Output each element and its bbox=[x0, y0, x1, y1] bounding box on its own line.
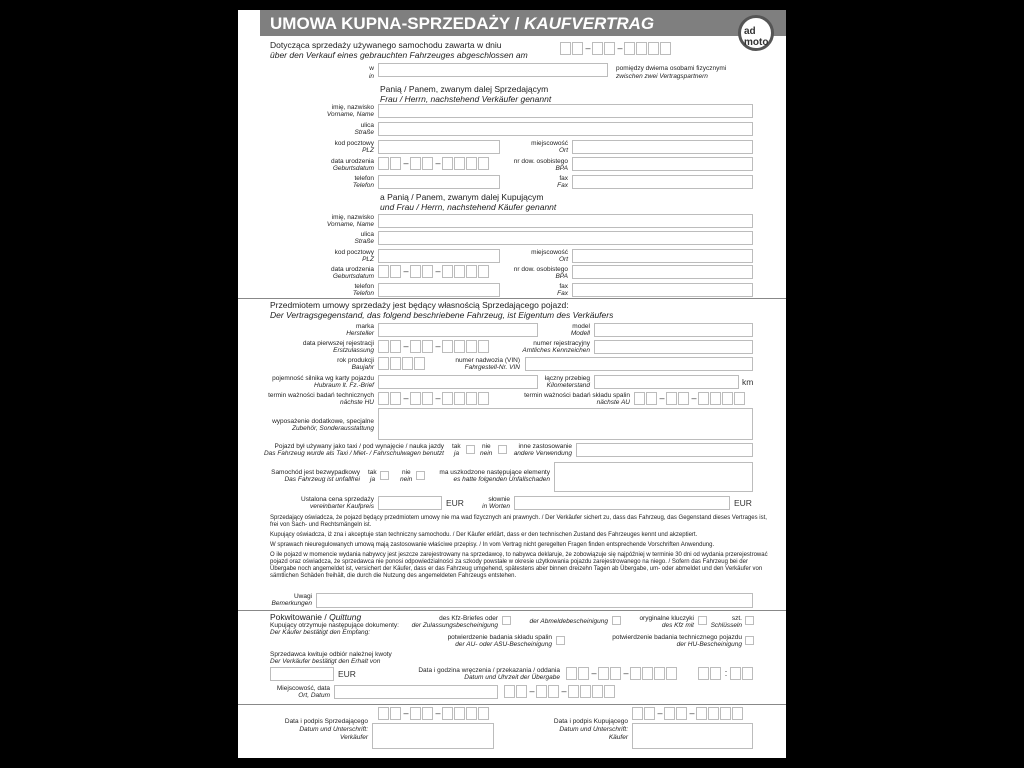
other-pl: inne zastosowanie bbox=[518, 443, 572, 450]
year-cells[interactable] bbox=[378, 357, 426, 370]
intro-de: über den Verkauf eines gebrauchten Fahrzeuges abgeschlossen am bbox=[270, 50, 528, 60]
doc1-checkbox[interactable] bbox=[502, 616, 511, 625]
s-id-de: BPA bbox=[555, 165, 568, 172]
au-de: nächste AU bbox=[596, 399, 630, 406]
model-field[interactable] bbox=[594, 323, 753, 337]
handover-date-cells[interactable]: – – bbox=[566, 667, 678, 680]
receipt-title-de: Quittung bbox=[329, 612, 362, 622]
accident-de: Das Fahrzeug ist unfallfrei bbox=[284, 476, 360, 483]
plate-pl: numer rejestracyjny bbox=[533, 340, 590, 347]
keys-count-box[interactable] bbox=[698, 616, 707, 625]
divider bbox=[238, 704, 786, 705]
seller-city-field[interactable] bbox=[572, 140, 753, 154]
make-field[interactable] bbox=[378, 323, 538, 337]
firstreg-cells[interactable]: – – bbox=[378, 340, 490, 353]
make-pl: marka bbox=[355, 323, 374, 330]
buyer-sign-date-cells[interactable]: – – bbox=[632, 707, 744, 720]
buyer-signature-field[interactable] bbox=[632, 723, 753, 749]
receipt-eur: EUR bbox=[338, 669, 356, 679]
doc5a: potwierdzenie badania składu spalin bbox=[447, 634, 552, 641]
b-name-de: Vorname, Name bbox=[326, 221, 374, 228]
b-city-pl: miejscowość bbox=[531, 249, 568, 256]
firstreg-de: Erstzulassung bbox=[333, 347, 374, 354]
b-phone-pl: telefon bbox=[354, 283, 374, 290]
b-birth-pl: data urodzenia bbox=[330, 266, 374, 273]
s-city-pl: miejscowość bbox=[531, 140, 568, 147]
vin-pl: numer nadwozia (VIN) bbox=[455, 357, 520, 364]
acc-no-pl: nie bbox=[402, 469, 411, 476]
mileage-field[interactable] bbox=[594, 375, 739, 389]
acc-yes-de: ja bbox=[370, 476, 376, 483]
seller-head-pl: Panią / Panem, zwanym dalej Sprzedającym bbox=[380, 84, 549, 94]
seller-head-de: Frau / Herrn, nachstehend Verkäufer genannt bbox=[380, 94, 552, 104]
w-label: w bbox=[369, 65, 374, 72]
vin-field[interactable] bbox=[525, 357, 753, 371]
sig-seller-de2: Verkäufer bbox=[340, 734, 368, 741]
model-de: Modell bbox=[570, 330, 590, 337]
seller-street-field[interactable] bbox=[378, 122, 753, 136]
s-city-de: Ort bbox=[558, 147, 568, 154]
taxi-pl: Pojazd był używany jako taxi / pod wynajęcie / nauka jazdy bbox=[274, 443, 444, 450]
s-fax-de: Fax bbox=[557, 182, 568, 189]
b-zip-de: PLZ bbox=[362, 256, 374, 263]
title-main: UMOWA KUPNA-SPRZEDAŻY / bbox=[270, 14, 520, 33]
sig-buyer-de1: Datum und Unterschrift: bbox=[559, 726, 628, 733]
logo-text: ad moto bbox=[744, 26, 769, 48]
seller-birth-cells[interactable]: – – bbox=[378, 157, 490, 170]
handover-de: Datum und Uhrzeit der Übergabe bbox=[464, 674, 560, 681]
km-unit: km bbox=[742, 377, 754, 387]
cap-de: Hubraum lt. Fz.-Brief bbox=[314, 382, 374, 389]
vehicle-head-de: Der Vertragsgegenstand, das folgend beschriebene Fahrzeug, ist Eigentum des Verkäufers bbox=[270, 310, 614, 320]
extras-field[interactable] bbox=[378, 408, 753, 440]
plate-de: Amtliches Kennzeichen bbox=[522, 347, 590, 354]
seller-signature-field[interactable] bbox=[372, 723, 494, 749]
doc6-checkbox[interactable] bbox=[745, 636, 754, 645]
extras-de: Zubehör, Sonderausstattung bbox=[291, 425, 374, 432]
b-zip-pl: kod pocztowy bbox=[334, 249, 374, 256]
damage-pl: ma uszkodzone następujące elementy bbox=[439, 469, 550, 476]
b-street-de: Straße bbox=[354, 238, 374, 245]
model-pl: model bbox=[572, 323, 590, 330]
clause-4: O ile pojazd w momencie wydania nabywcy jest jeszcze zarejestrowany na sprzedawcę, to nabywca deklaruje, że zobowiązuje się najpóźniej w terminie 30 dni od wydania przerejestrować pojazd oraz oświadcza, że sprzedawca nie ponosi odpowiedzialności za szkody powstałe w okresie użytkowania pojazdu zarejestrowanego na niego. / Sofern das Fahrzeug bei der Übergabe noch angemeldet ist, versichert der Käufer, dass er das Fahrzeug umgehend, spätestens aber binnen dreizehn Tagen ab Übergabe, um- oder abmeldet und den Verkäufer von sämtlichen Schäden freihält, die durch die Nutzung des angemeldeten Fahrzeugs entstehen. bbox=[270, 552, 768, 579]
taxi-yes-de: ja bbox=[454, 450, 460, 457]
page-title bbox=[270, 14, 654, 34]
s-birth-de: Geburtsdatum bbox=[332, 165, 374, 172]
hu-de: nächste HU bbox=[340, 399, 374, 406]
remarks-de: Bemerkungen bbox=[271, 600, 312, 607]
sig-buyer-de2: Käufer bbox=[608, 734, 628, 741]
au-cells[interactable]: – – bbox=[634, 392, 746, 405]
remarks-pl: Uwagi bbox=[293, 593, 312, 600]
mileage-pl: łączny przebieg bbox=[544, 375, 590, 382]
damage-de: es hatte folgenden Unfallschaden bbox=[453, 476, 550, 483]
remarks-field[interactable] bbox=[316, 593, 753, 608]
doc1b: der Zulassungsbescheinigung bbox=[411, 622, 498, 629]
plate-field[interactable] bbox=[594, 340, 753, 354]
divider bbox=[238, 610, 786, 611]
amount-received-field[interactable] bbox=[270, 667, 334, 681]
receipt-seller-pl: Sprzedawca kwituje odbiór należnej kwoty bbox=[270, 651, 392, 658]
s-phone-de: Telefon bbox=[352, 182, 374, 189]
doc4-checkbox[interactable] bbox=[745, 616, 754, 625]
damage-field[interactable] bbox=[554, 462, 753, 492]
between-de: zwischen zwei Vertragspartnern bbox=[616, 73, 708, 80]
b-phone-de: Telefon bbox=[352, 290, 374, 297]
capacity-field[interactable] bbox=[378, 375, 538, 389]
b-city-de: Ort bbox=[558, 256, 568, 263]
buyer-street-field[interactable] bbox=[378, 231, 753, 245]
s-zip-de: PLZ bbox=[362, 147, 374, 154]
s-name-pl: imię, nazwisko bbox=[331, 104, 374, 111]
title-italic: KAUFVERTRAG bbox=[524, 14, 655, 33]
intro-pl: Dotycząca sprzedaży używanego samochodu zawarta w dniu bbox=[270, 40, 502, 50]
ad-moto-logo bbox=[738, 15, 774, 51]
s-street-pl: ulica bbox=[360, 122, 374, 129]
other-de: andere Verwendung bbox=[513, 450, 572, 457]
place-date-field[interactable] bbox=[334, 685, 498, 699]
vin-de: Fahrgestell-Nr. VIN bbox=[464, 364, 520, 371]
sig-seller-de1: Datum und Unterschrift: bbox=[299, 726, 368, 733]
receipt-sub-de: Der Käufer bestätigt den Empfang: bbox=[270, 629, 371, 636]
hu-cells[interactable]: – – bbox=[378, 392, 490, 405]
vehicle-head-pl: Przedmiotem umowy sprzedaży jest będący własnością Sprzedającego pojazd: bbox=[270, 300, 569, 310]
between-pl: pomiędzy dwiema osobami fizycznymi bbox=[616, 65, 727, 72]
receipt-sub-pl: Kupujący otrzymuje następujące dokumenty: bbox=[270, 622, 399, 629]
s-street-de: Straße bbox=[354, 129, 374, 136]
buyer-birth-cells[interactable]: – – bbox=[378, 265, 490, 278]
sig-seller-pl: Data i podpis Sprzedającego bbox=[284, 718, 368, 725]
seller-id-field[interactable] bbox=[572, 157, 753, 171]
doc6b: der HU-Bescheinigung bbox=[676, 641, 742, 648]
doc4b: Schlüsseln bbox=[710, 622, 742, 629]
s-name-de: Vorname, Name bbox=[326, 111, 374, 118]
b-name-pl: imię, nazwisko bbox=[331, 214, 374, 221]
buyer-name-field[interactable] bbox=[378, 214, 753, 228]
clause-3: W sprawach nieuregulowanych umową mają zastosowanie właściwe przepisy. / In vom Vertrag nicht geregelten Fragen finden entsprechende Vorschriften Anwendung. bbox=[270, 542, 715, 548]
b-birth-de: Geburtsdatum bbox=[332, 273, 374, 280]
other-use-field[interactable] bbox=[576, 443, 753, 457]
taxi-no-de: nein bbox=[480, 450, 493, 457]
accident-yes-checkbox[interactable] bbox=[380, 471, 389, 480]
b-id-de: BPA bbox=[555, 273, 568, 280]
s-id-pl: nr dow. osobistego bbox=[513, 158, 568, 165]
doc4a: szt. bbox=[731, 615, 742, 622]
buyer-id-field[interactable] bbox=[572, 265, 753, 279]
cap-pl: pojemność silnika wg karty pojazdu bbox=[272, 375, 374, 382]
buyer-head-pl: a Panią / Panem, zwanym dalej Kupującym bbox=[380, 192, 544, 202]
s-birth-pl: data urodzenia bbox=[330, 158, 374, 165]
sig-buyer-pl: Data i podpis Kupującego bbox=[553, 718, 628, 725]
buyer-fax-field[interactable] bbox=[572, 283, 753, 297]
s-fax-pl: fax bbox=[559, 175, 568, 182]
receipt-title bbox=[270, 612, 361, 622]
firstreg-pl: data pierwszej rejestracji bbox=[302, 340, 374, 347]
price-eur: EUR bbox=[446, 498, 464, 508]
doc3a: oryginalne kluczyki bbox=[639, 615, 694, 622]
words-pl: słownie bbox=[488, 496, 510, 503]
handover-time-cells[interactable]: : bbox=[698, 667, 754, 680]
price-de: vereinbarter Kaufpreis bbox=[310, 503, 374, 510]
title-bar bbox=[260, 10, 786, 36]
au-pl: termin ważności badań składu spalin bbox=[524, 392, 630, 399]
taxi-no-pl: nie bbox=[482, 443, 491, 450]
doc2: der Abmeldebescheinigung bbox=[529, 618, 608, 625]
taxi-yes-checkbox[interactable] bbox=[466, 445, 475, 454]
s-zip-pl: kod pocztowy bbox=[334, 140, 374, 147]
receipt-seller-de: Der Verkäufer bestätigt den Erhalt von bbox=[270, 658, 381, 665]
s-phone-pl: telefon bbox=[354, 175, 374, 182]
divider bbox=[238, 298, 786, 299]
seller-name-field[interactable] bbox=[378, 104, 753, 118]
price-pl: Ustalona cena sprzedaży bbox=[301, 496, 374, 503]
place-date-de: Ort, Datum bbox=[298, 692, 330, 699]
doc5-checkbox[interactable] bbox=[556, 636, 565, 645]
seller-fax-field[interactable] bbox=[572, 175, 753, 189]
contract-form bbox=[238, 10, 786, 758]
doc5b: der AU- oder ASU-Bescheinigung bbox=[455, 641, 552, 648]
taxi-de: Das Fahrzeug wurde als Taxi / Miet- / Fahrschulwagen benutzt bbox=[263, 450, 444, 457]
handover-pl: Data i godzina wręczenia / przekazania / oddania bbox=[418, 667, 560, 674]
b-fax-de: Fax bbox=[557, 290, 568, 297]
b-fax-pl: fax bbox=[559, 283, 568, 290]
acc-yes-pl: tak bbox=[368, 469, 377, 476]
clause-2: Kupujący oświadcza, iż zna i akceptuje stan techniczny samochodu. / Der Käufer erklärt, dass er den technischen Zustand des Fahrzeuges kennt und akzeptiert. bbox=[270, 532, 698, 538]
acc-no-de: nein bbox=[400, 476, 413, 483]
mileage-de: Kilometerstand bbox=[546, 382, 590, 389]
words-de: in Worten bbox=[482, 503, 510, 510]
year-pl: rok produkcji bbox=[337, 357, 374, 364]
doc3b: des Kfz mit bbox=[661, 622, 694, 629]
make-de: Hersteller bbox=[346, 330, 374, 337]
place-date-cells[interactable]: – – bbox=[504, 685, 616, 698]
taxi-yes-pl: tak bbox=[452, 443, 461, 450]
accident-pl: Samochód jest bezwypadkowy bbox=[271, 469, 360, 476]
seller-sign-date-cells[interactable]: – – bbox=[378, 707, 490, 720]
price-field[interactable] bbox=[378, 496, 442, 510]
place-field[interactable] bbox=[378, 63, 608, 77]
extras-pl: wyposażenie dodatkowe, specjalne bbox=[272, 418, 374, 425]
place-date-pl: Miejscowość, data bbox=[276, 685, 330, 692]
buyer-city-field[interactable] bbox=[572, 249, 753, 263]
in-label: in bbox=[368, 73, 374, 80]
year-de: Baujahr bbox=[351, 364, 374, 371]
clause-1: Sprzedający oświadcza, że pojazd będący przedmiotem umowy nie ma wad fizycznych ani prawnych. / Der Verkäufer sichert zu, dass das Fahrzeug, das Gegenstand dieses Vertrages ist, frei von Sach- und Rechtsmängeln ist. bbox=[270, 515, 767, 528]
b-street-pl: ulica bbox=[360, 231, 374, 238]
receipt-title-pl: Pokwitowanie / bbox=[270, 612, 327, 622]
words-eur: EUR bbox=[734, 498, 752, 508]
contract-date-cells[interactable]: – – bbox=[560, 42, 672, 55]
buyer-head-de: und Frau / Herrn, nachstehend Käufer genannt bbox=[380, 202, 557, 212]
b-id-pl: nr dow. osobistego bbox=[513, 266, 568, 273]
doc6a: potwierdzenie badania technicznego pojazdu bbox=[612, 634, 742, 641]
doc1a: des Kfz-Briefes oder bbox=[439, 615, 498, 622]
hu-pl: termin ważności badań technicznych bbox=[268, 392, 374, 399]
accident-no-checkbox[interactable] bbox=[416, 471, 425, 480]
price-words-field[interactable] bbox=[514, 496, 730, 510]
